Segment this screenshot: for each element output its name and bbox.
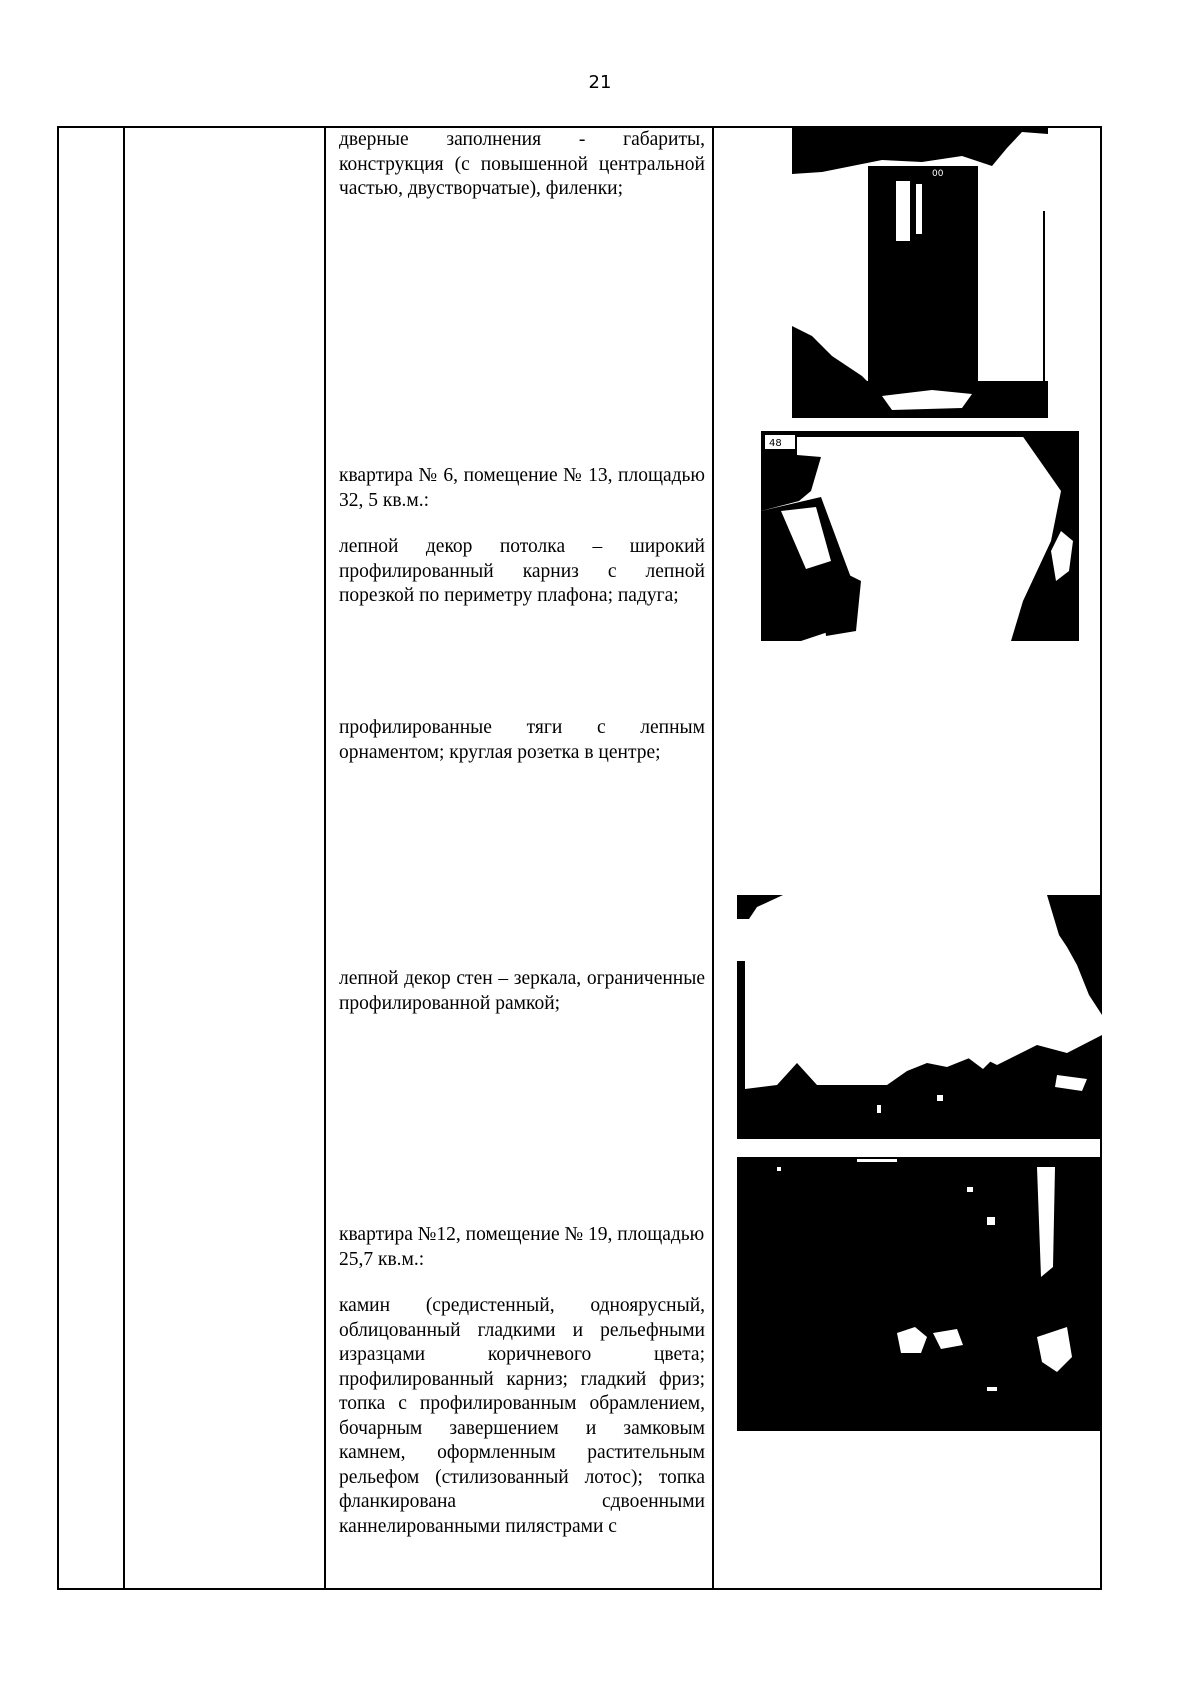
photo-door: [792, 126, 1048, 418]
photo-label: 00: [932, 169, 944, 179]
paragraph: лепной декор потолка – широкий профилированный карниз с лепной порезкой по периметру плафона; падуга;: [339, 536, 705, 606]
paragraph: дверные заполнения - габариты, конструкция (с повышенной центральной частью, двустворчатые), филенки;: [339, 129, 705, 199]
apartment-heading: квартира № 6, помещение № 13, площадью 32, 5 кв.м.:: [339, 465, 705, 511]
photo-ceiling-cornice: [761, 431, 1079, 641]
paragraph: лепной декор стен – зеркала, ограниченные профилированной рамкой;: [339, 968, 705, 1014]
apartment-heading: квартира №12, помещение № 19, площадью 25,7 кв.м.:: [339, 1224, 705, 1270]
entry-apartment-12: [339, 1223, 705, 1539]
entry-ceiling-rods: [339, 716, 705, 765]
entry-apartment-6: [339, 464, 705, 609]
paragraph: камин (средистенный, одноярусный, облицованный гладкими и рельефными изразцами коричневого цвета; профилированный карниз; гладкий фриз; топка с профилированным обрамлением, бочарным завершением и замковым камнем, оформленным растительным рельефом (стилизованный лотос); топка фланкирована сдвоенными каннелированными пилястрами с: [339, 1295, 705, 1537]
column-divider-3: [712, 128, 714, 1588]
description-table: [57, 126, 1102, 1590]
photo-wall-mirror: [737, 895, 1102, 1139]
column-divider-2: [324, 128, 326, 1588]
entry-door-fillings: [339, 128, 705, 202]
column-divider-1: [123, 128, 125, 1588]
photo-fireplace: [737, 1157, 1102, 1431]
paragraph: профилированные тяги с лепным орнаментом; круглая розетка в центре;: [339, 717, 705, 763]
page-number: 21: [588, 72, 612, 93]
photo-label: 48: [769, 438, 782, 449]
entry-wall-decor: [339, 967, 705, 1016]
